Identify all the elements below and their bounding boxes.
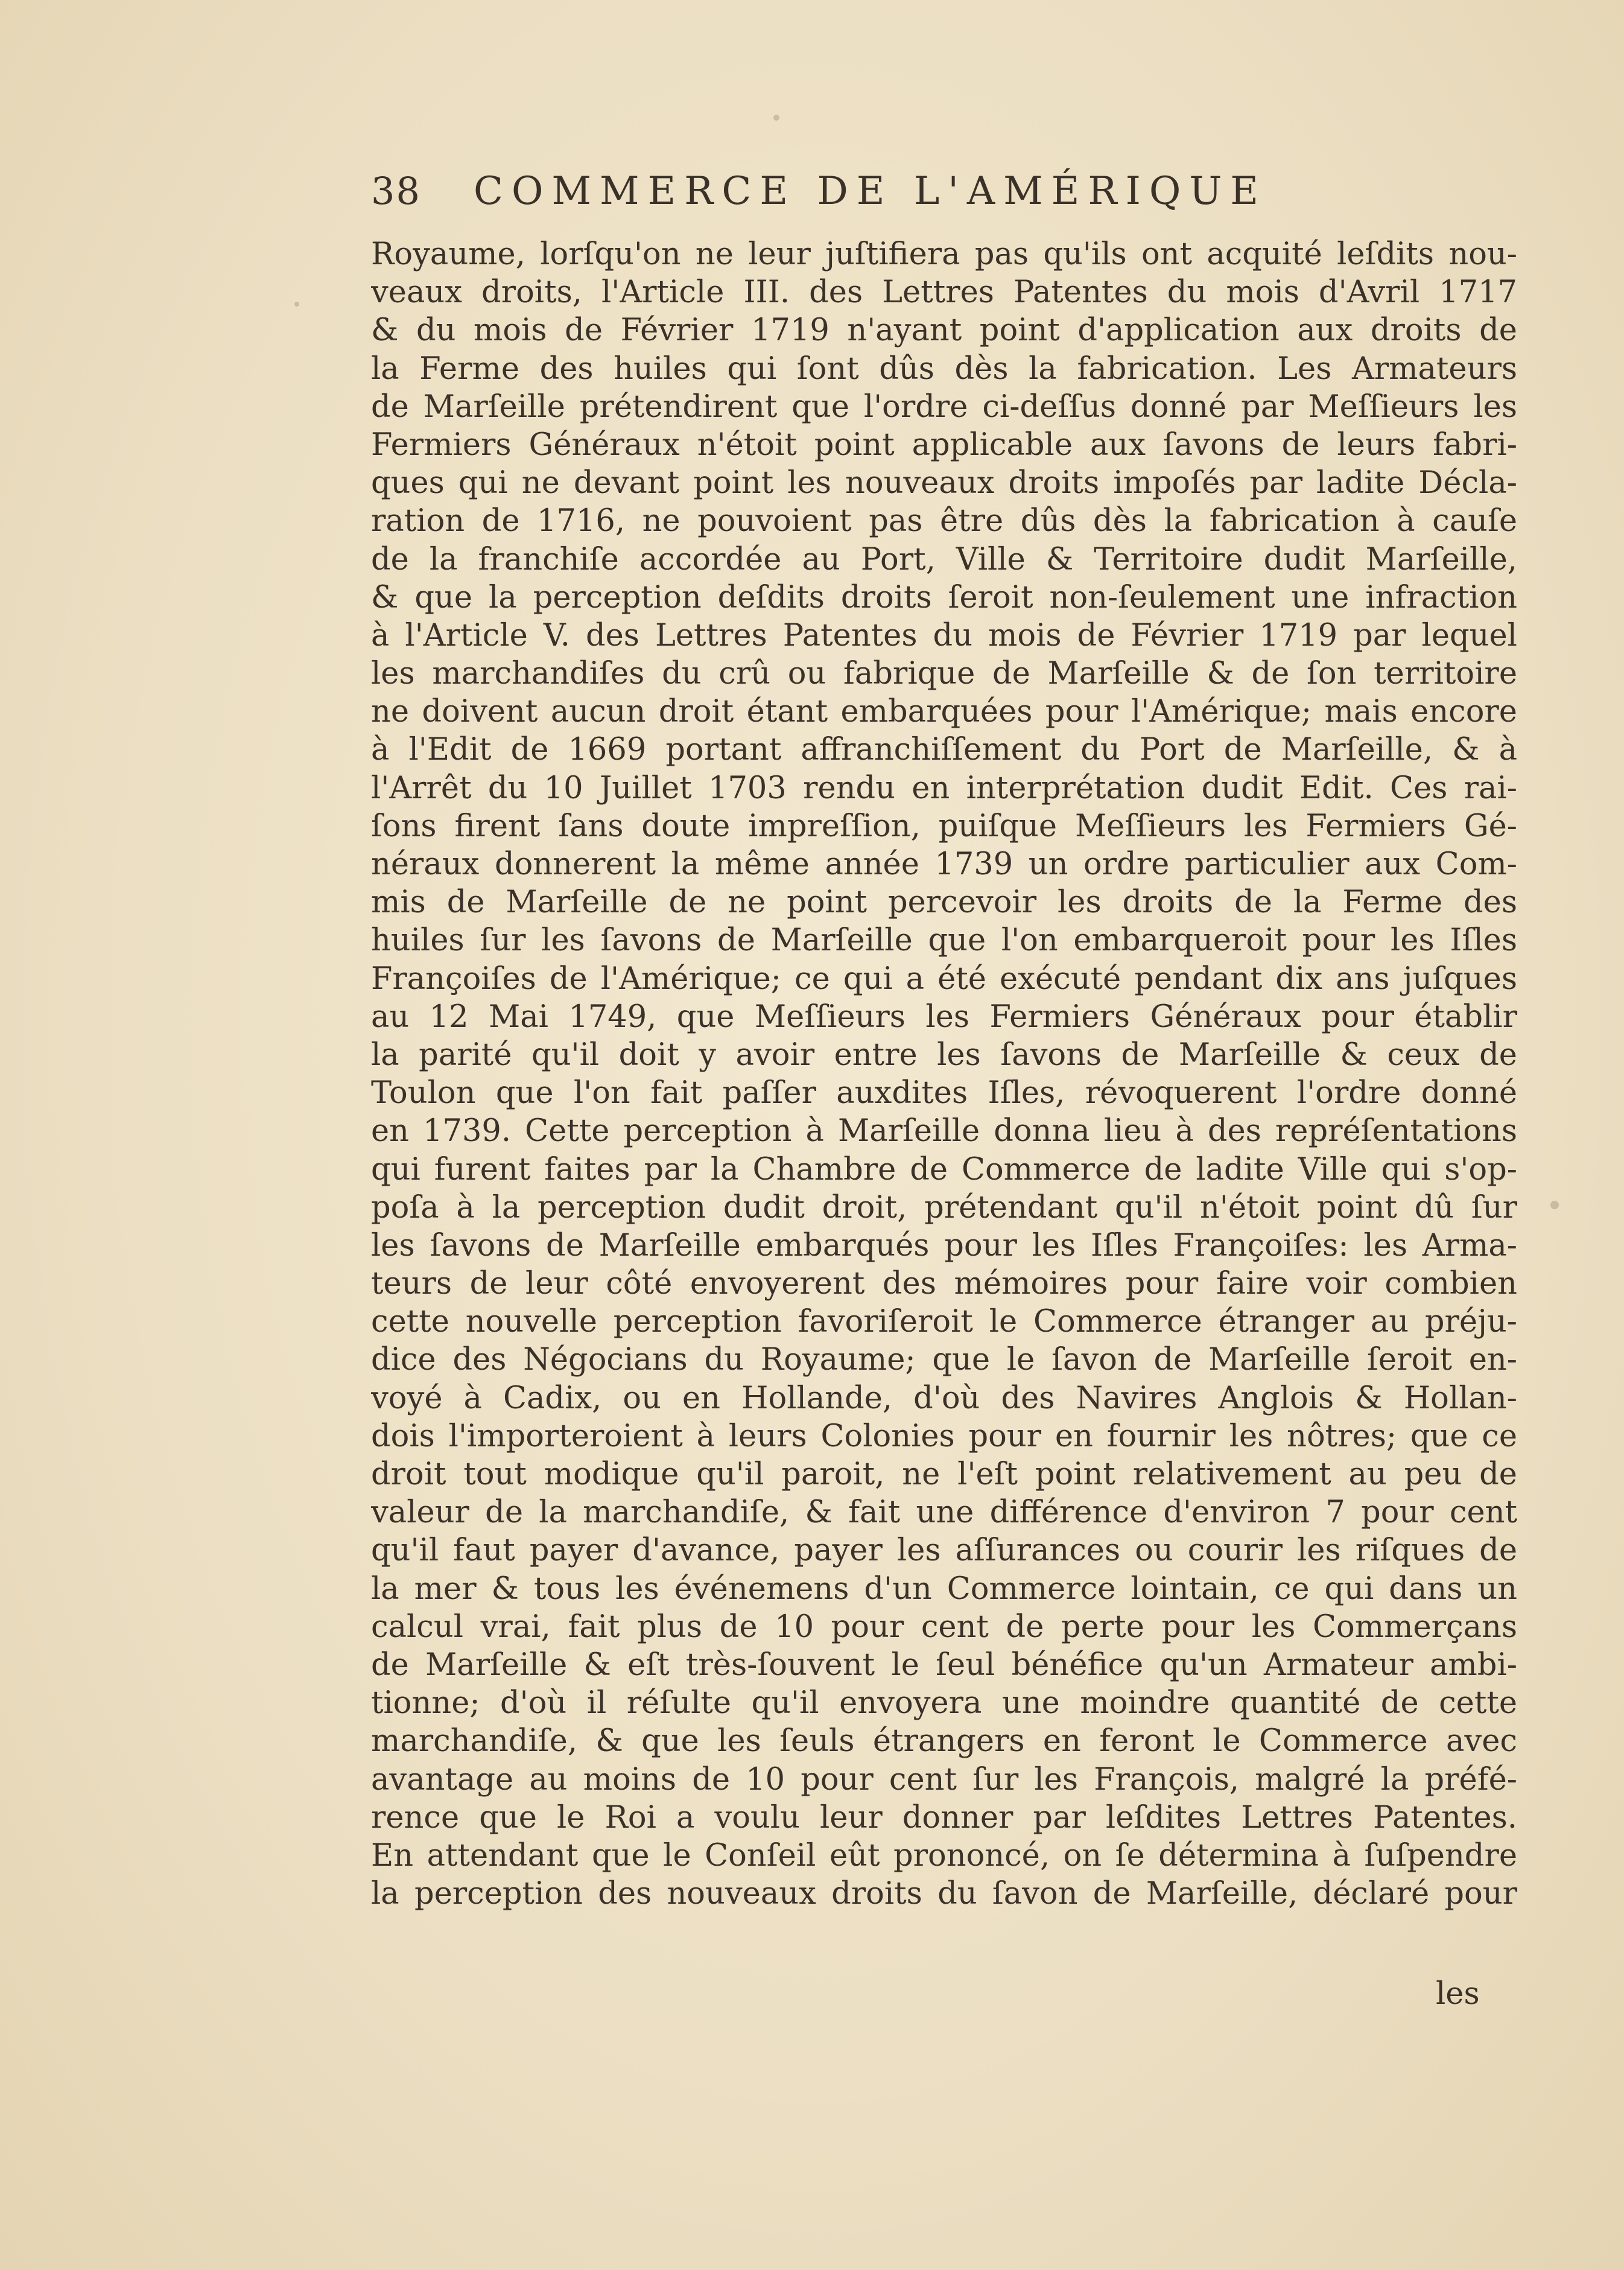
text-line: la parité qu'il doit y avoir entre les ſavons de Marſeille & ceux de [371, 1037, 1517, 1073]
text-line: & du mois de Février 1719 n'ayant point d'application aux droits de [371, 313, 1517, 349]
page-number: 38 [371, 169, 421, 213]
text-line: la perception des nouveaux droits du ſavon de Marſeille, déclaré pour [371, 1876, 1517, 1912]
text-line: En attendant que le Conſeil eût prononcé, on ſe détermina à ſuſpendre [371, 1837, 1517, 1874]
text-line: Toulon que l'on fait paſſer auxdites Iſles, révoquerent l'ordre donné [371, 1075, 1517, 1111]
foxing-spot [294, 302, 299, 307]
text-line: les marchandiſes du crû ou fabrique de Marſeille & de ſon territoire [371, 656, 1517, 692]
text-line: ration de 1716, ne pouvoient pas être dûs dès la fabrication à cauſe [371, 503, 1517, 539]
text-line: poſa à la perception dudit droit, prétendant qu'il n'étoit point dû ſur [371, 1189, 1517, 1226]
foxing-spot [773, 115, 779, 121]
text-line: de la franchiſe accordée au Port, Ville & Territoire dudit Marſeille, [371, 541, 1517, 577]
text-line: calcul vrai, fait plus de 10 pour cent de perte pour les Commerçans [371, 1609, 1517, 1645]
text-line: à l'Article V. des Lettres Patentes du mois de Février 1719 par lequel [371, 617, 1517, 653]
text-line: Françoiſes de l'Amérique; ce qui a été exécuté pendant dix ans juſques [371, 961, 1517, 997]
text-line: de Marſeille & eſt très-ſouvent le ſeul bénéfice qu'un Armateur ambi- [371, 1647, 1517, 1683]
text-line: veaux droits, l'Article III. des Lettres Patentes du mois d'Avril 1717 [371, 275, 1517, 311]
text-line: l'Arrêt du 10 Juillet 1703 rendu en interprétation dudit Edit. Ces rai- [371, 770, 1517, 806]
text-line: ques qui ne devant point les nouveaux droits impoſés par ladite Décla- [371, 465, 1517, 501]
text-line: à l'Edit de 1669 portant affranchiſſement du Port de Marſeille, & à [371, 732, 1517, 768]
foxing-spot [1550, 1201, 1559, 1209]
text-line: tionne; d'où il réſulte qu'il envoyera une moindre quantité de cette [371, 1685, 1517, 1722]
text-line: marchandiſe, & que les ſeuls étrangers en feront le Commerce avec [371, 1723, 1517, 1760]
text-line: Royaume, lorſqu'on ne leur juſtifiera pas qu'ils ont acquité leſdits nou- [371, 237, 1517, 272]
text-line: valeur de la marchandiſe, & fait une différence d'environ 7 pour cent [371, 1495, 1517, 1531]
text-line: droit tout modique qu'il paroit, ne l'eſt point relativement au peu de [371, 1457, 1517, 1492]
body-text [371, 235, 1517, 1913]
text-line: au 12 Mai 1749, que Meſſieurs les Fermiers Généraux pour établir [371, 999, 1517, 1035]
text-line: dois l'importeroient à leurs Colonies pour en fournir les nôtres; que ce [371, 1418, 1517, 1454]
text-line: néraux donnerent la même année 1739 un ordre particulier aux Com- [371, 847, 1517, 882]
page-header [371, 169, 1372, 229]
text-line: la mer & tous les événemens d'un Commerce lointain, ce qui dans un [371, 1571, 1517, 1607]
running-title: COMMERCE DE L'AMÉRIQUE [474, 169, 1267, 214]
text-line: huiles ſur les ſavons de Marſeille que l'on embarqueroit pour les Iſles [371, 923, 1517, 959]
catchword: les [1436, 1976, 1480, 2012]
text-line: ne doivent aucun droit étant embarquées pour l'Amérique; mais encore [371, 694, 1517, 730]
text-line: la Ferme des huiles qui ſont dûs dès la fabrication. Les Armateurs [371, 351, 1517, 387]
text-line: dice des Négocians du Royaume; que le ſavon de Marſeille ſeroit en- [371, 1342, 1517, 1378]
text-line: qu'il faut payer d'avance, payer les aſſurances ou courir les riſques de [371, 1533, 1517, 1569]
text-line: teurs de leur côté envoyerent des mémoires pour faire voir combien [371, 1266, 1517, 1302]
text-line: rence que le Roi a voulu leur donner par leſdites Lettres Patentes. [371, 1799, 1517, 1836]
text-line: avantage au moins de 10 pour cent ſur les François, malgré la préfé- [371, 1761, 1517, 1798]
text-line: les ſavons de Marſeille embarqués pour les Iſles Françoiſes: les Arma- [371, 1227, 1517, 1264]
text-line: Fermiers Généraux n'étoit point applicable aux ſavons de leurs fabri- [371, 427, 1517, 463]
text-line: qui furent faites par la Chambre de Commerce de ladite Ville qui s'op- [371, 1151, 1517, 1187]
text-line: cette nouvelle perception favoriſeroit le Commerce étranger au préju- [371, 1304, 1517, 1340]
text-line: voyé à Cadix, ou en Hollande, d'où des Navires Anglois & Hollan- [371, 1380, 1517, 1416]
text-line: & que la perception deſdits droits ſeroit non-ſeulement une infraction [371, 579, 1517, 615]
text-line: de Marſeille prétendirent que l'ordre ci-deſſus donné par Meſſieurs les [371, 389, 1517, 425]
text-line: ſons firent ſans doute impreſſion, puiſque Meſſieurs les Fermiers Gé- [371, 808, 1517, 844]
text-line: mis de Marſeille de ne point percevoir les droits de la Ferme des [371, 885, 1517, 921]
text-line: en 1739. Cette perception à Marſeille donna lieu à des repréſentations [371, 1113, 1517, 1149]
